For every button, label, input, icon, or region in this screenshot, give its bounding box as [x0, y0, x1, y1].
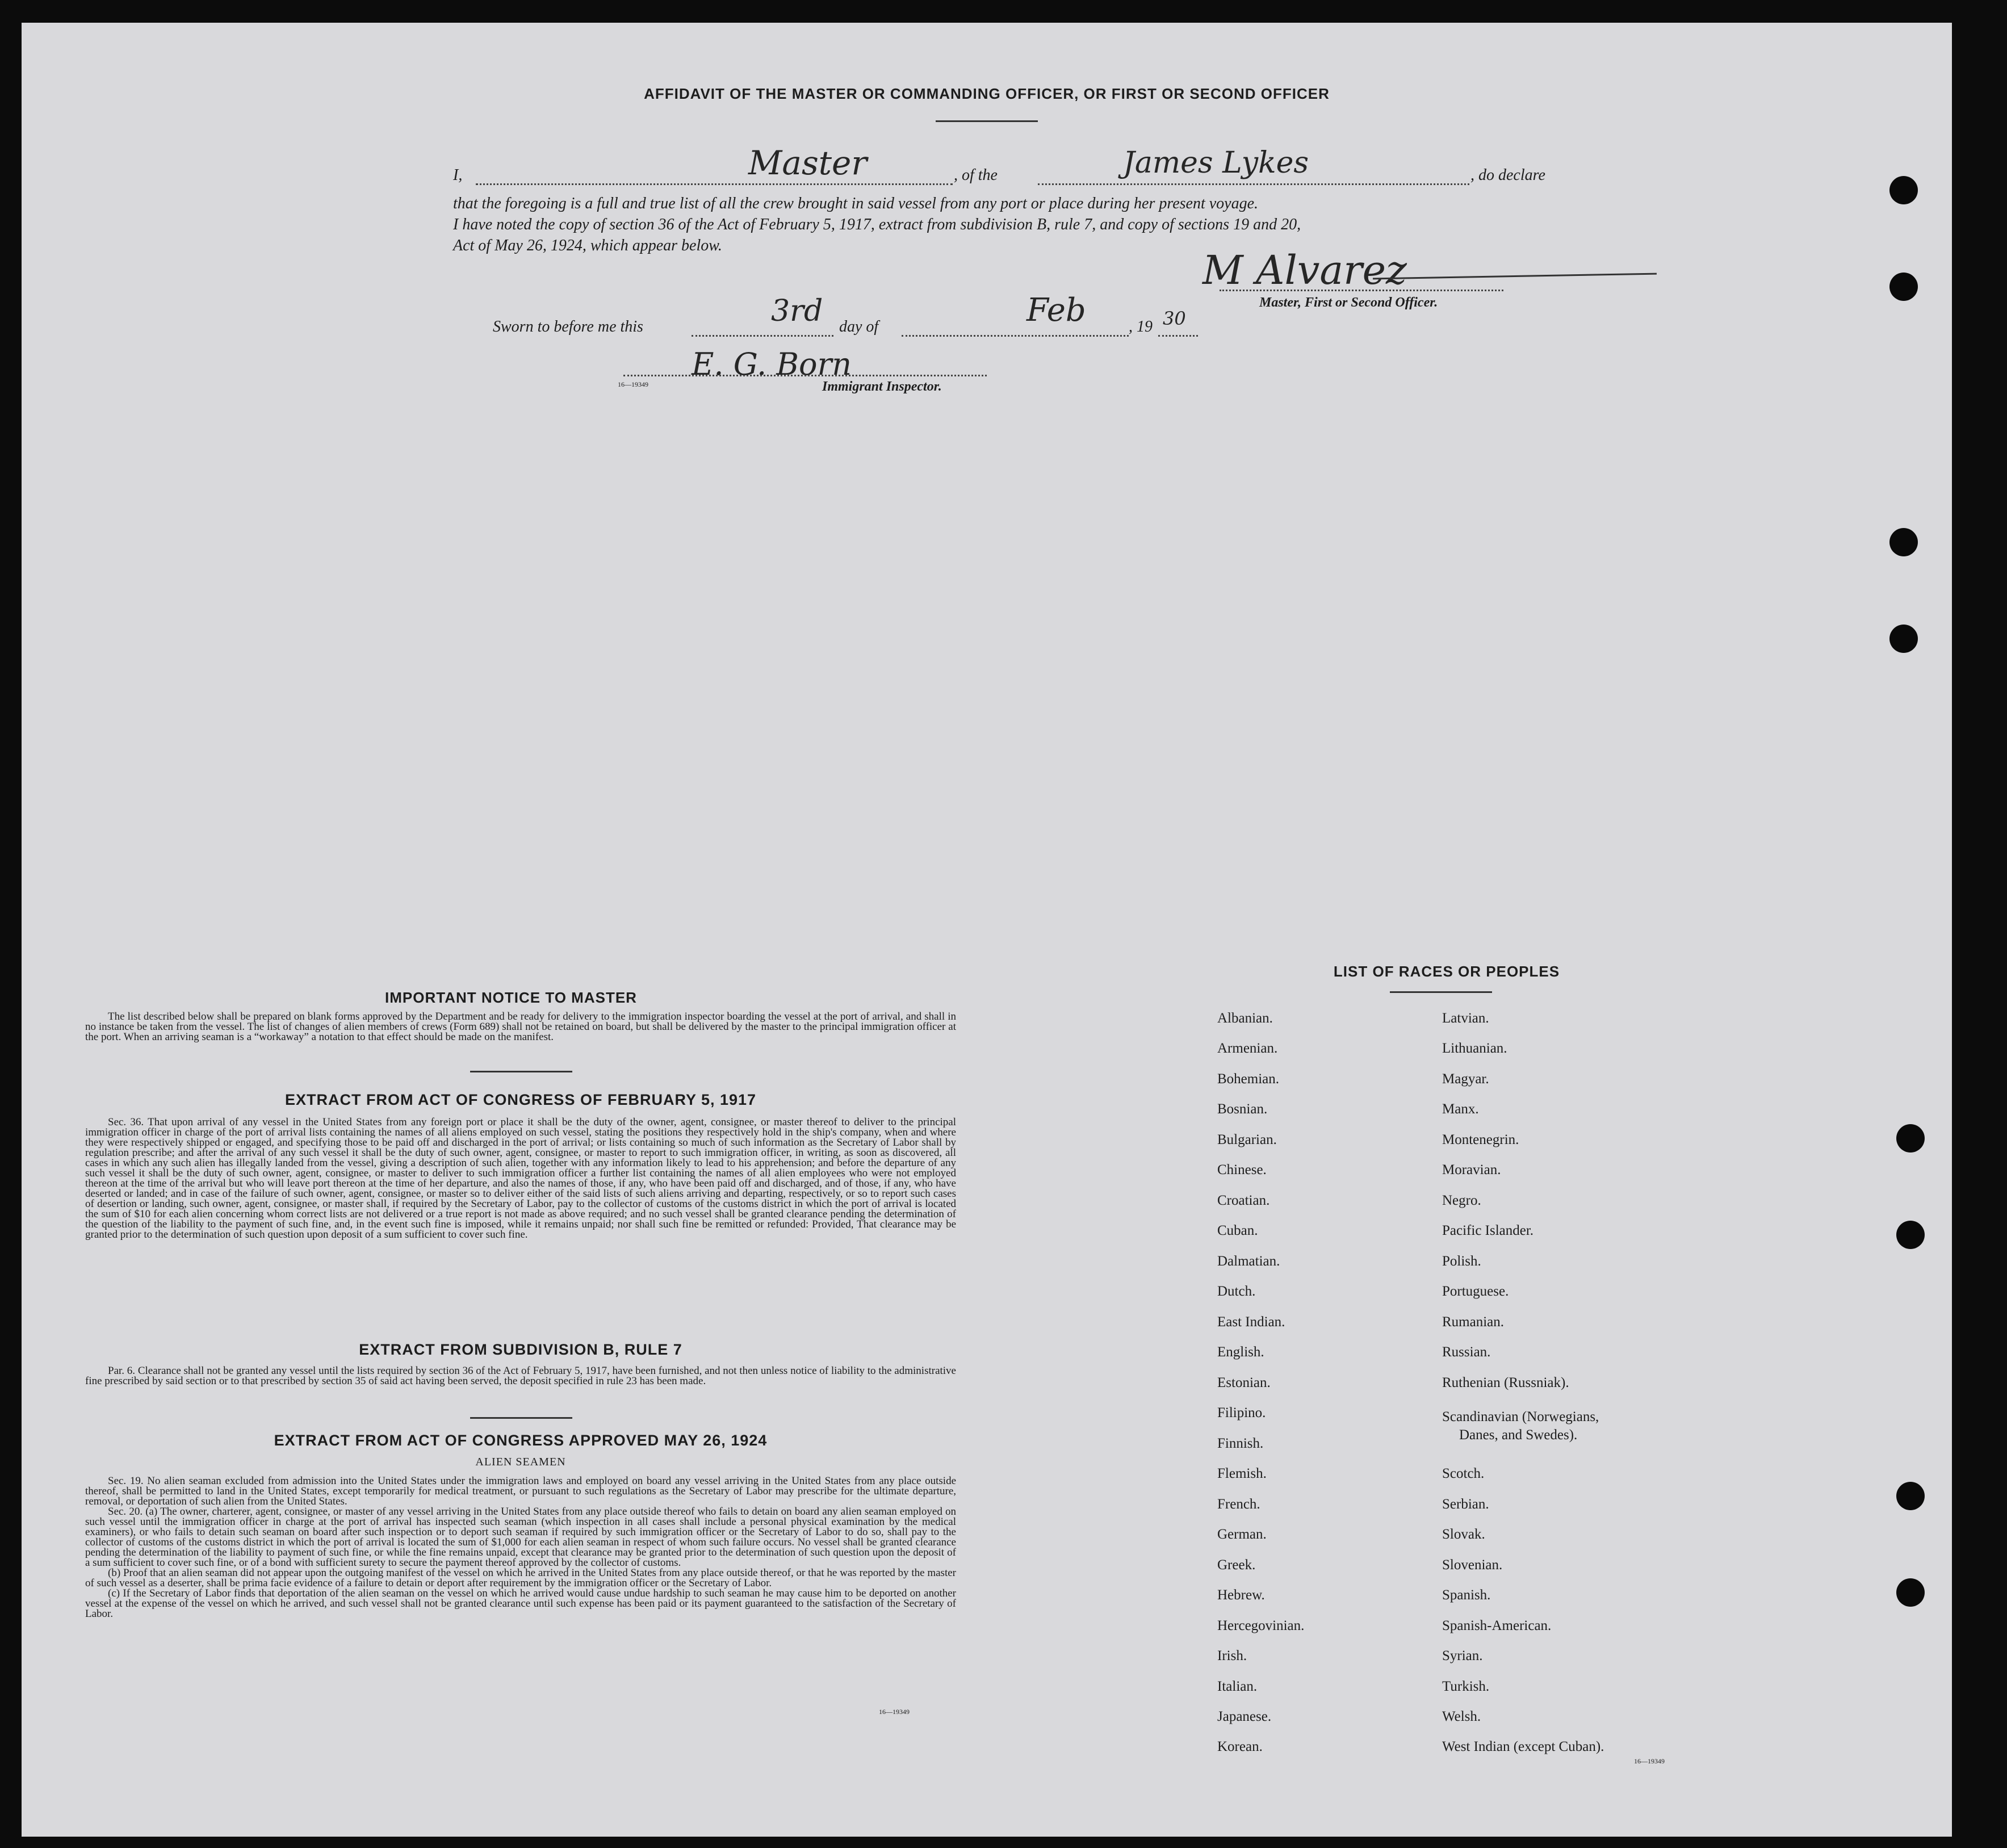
binder-hole — [1889, 273, 1918, 301]
race-item: Welsh. — [1442, 1709, 1481, 1724]
race-item: Greek. — [1217, 1557, 1256, 1573]
sec36-paragraph: Sec. 36. That upon arrival of any vessel in the United States from any foreign port or place it shall be the duty of the owner, agent, consignee, or master thereof to deliver to the principal immigration officer in charge of the port of arrival lists containing the names of all aliens employed on such vessel, stating the positions they respectively hold in the ship's company, when and where they were respectively shipped or engaged, and specifying those to be paid off and discharged in the port of arrival; or lists containing so much of such information as the Secretary of Labor shall by regulation prescribe; and after the arrival of any such vessel it shall be the duty of such owner, agent, consignee, or master to report to such immigration officer, in writing, as soon as discovered, all cases in which any such alien has illegally landed from the vessel, giving a description of such alien, together with any information likely to lead to his apprehension; and before the departure of any such vessel it shall be the duty of such owner, agent, consignee, or master to deliver to such immigration officer a further list containing the names of all alien employees who were not employed thereon at the time of the arrival but who will leave port thereon at the time of her departure, and also the names of those, if any, who have been paid off and discharged, and of those, if any, who have deserted or landed; and in case of the failure of such owner, agent, consignee, or master so to deliver either of the said lists of such aliens arriving and departing, respectively, or so to report such cases of desertion or landing, such owner, agent, consignee, or master shall, if required by the Secretary of Labor, pay to the collector of customs of the customs district in which the port of arrival is located the sum of $10 for each alien concerning whom correct lists are not delivered or a true report is not made as above required; and no such vessel shall be granted clearance pending the determination of the question of the liability to the payment of such fine, and, in the event such fine is imposed, while it remains unpaid; nor shall such fine be remitted or refunded: Provided, That clearance may be granted prior to the determination of such question upon deposit of a sum sufficient to cover such fine. — [85, 1116, 956, 1241]
race-item: Hercegovinian. — [1217, 1618, 1305, 1633]
race-item: Bohemian. — [1217, 1071, 1280, 1087]
race-item: Portuguese. — [1442, 1284, 1509, 1299]
binder-hole — [1889, 625, 1918, 653]
extract-1924-title: EXTRACT FROM ACT OF CONGRESS APPROVED MAY 26, 1924 — [274, 1432, 768, 1449]
race-item: Polish. — [1442, 1254, 1481, 1269]
extract-1924-text — [85, 1476, 956, 1619]
binder-hole — [1889, 176, 1918, 204]
race-item: Russian. — [1442, 1344, 1491, 1360]
notice-text — [85, 1012, 956, 1042]
race-item: Ruthenian (Russniak). — [1442, 1375, 1569, 1390]
inspector-signature: E. G. Born — [692, 346, 852, 382]
i-label: I, — [453, 166, 463, 184]
affidavit-title: AFFIDAVIT OF THE MASTER OR COMMANDING OFFICER, OR FIRST OR SECOND OFFICER — [644, 85, 1330, 102]
officer-signature-line — [1220, 267, 1503, 291]
year-prefix: , 19 — [1129, 318, 1153, 336]
race-item: Slovak. — [1442, 1527, 1485, 1542]
extract-1917-text — [85, 1117, 956, 1240]
race-item: Flemish. — [1217, 1466, 1267, 1481]
affidavit-line2: that the foregoing is a full and true list of all the crew brought in said vessel from any port or place during her present voyage. — [453, 195, 1259, 212]
race-item: Danes, and Swedes). — [1459, 1427, 1578, 1443]
day-of-label: day of — [839, 318, 879, 336]
affidavit-line4: Act of May 26, 1924, which appear below. — [453, 237, 722, 254]
race-item: Chinese. — [1217, 1162, 1267, 1177]
binder-hole — [1896, 1124, 1925, 1153]
race-item: Rumanian. — [1442, 1314, 1505, 1330]
race-item: East Indian. — [1217, 1314, 1285, 1330]
race-item: Bosnian. — [1217, 1101, 1268, 1117]
binder-hole — [1896, 1482, 1925, 1510]
binder-hole — [1896, 1578, 1925, 1607]
race-item: Montenegrin. — [1442, 1132, 1519, 1147]
race-item: Scotch. — [1442, 1466, 1485, 1481]
race-item: English. — [1217, 1344, 1264, 1360]
race-item: Moravian. — [1442, 1162, 1501, 1177]
race-item: Latvian. — [1442, 1011, 1489, 1026]
race-item: Dalmatian. — [1217, 1254, 1280, 1269]
races-column-2 — [1442, 999, 1726, 1771]
race-item: Spanish-American. — [1442, 1618, 1552, 1633]
form-number-bottom-right: 16—19349 — [1634, 1757, 1665, 1765]
race-item: Serbian. — [1442, 1497, 1489, 1512]
race-item: Turkish. — [1442, 1679, 1490, 1694]
race-item: Slovenian. — [1442, 1557, 1503, 1573]
race-item: French. — [1217, 1497, 1260, 1512]
form-number-top: 16—19349 — [618, 380, 648, 388]
races-divider — [1390, 991, 1492, 993]
year-handwriting: 30 — [1163, 308, 1186, 329]
extract-1917-title: EXTRACT FROM ACT OF CONGRESS OF FEBRUARY 5, 1917 — [284, 1091, 757, 1108]
race-item: Magyar. — [1442, 1071, 1489, 1087]
race-item: Cuban. — [1217, 1223, 1258, 1238]
rule7-divider — [470, 1417, 572, 1419]
do-declare-label: , do declare — [1470, 166, 1545, 184]
day-handwriting: 3rd — [771, 294, 823, 328]
race-item: Syrian. — [1442, 1648, 1483, 1663]
sec20c-paragraph: (c) If the Secretary of Labor finds that deportation of the alien seaman on the vessel on which he arrived would cause undue hardship to such seaman he may cause him to be deported on another vessel at the expense of the vessel on which he arrived, and such vessel shall not be granted clearance until such expense has been paid or its payment guaranteed to the satisfaction of the Secretary of Labor. — [85, 1587, 956, 1620]
affidavit-line3: I have noted the copy of section 36 of the Act of February 5, 1917, extract from subdivision B, rule 7, and copy of sections 19 and 20, — [453, 216, 1301, 233]
sworn-line — [493, 292, 1344, 336]
race-item: Spanish. — [1442, 1587, 1491, 1603]
notice-divider — [470, 1071, 572, 1072]
race-item: German. — [1217, 1527, 1267, 1542]
binder-hole — [1889, 528, 1918, 556]
sec20a-paragraph: Sec. 20. (a) The owner, charterer, agent, consignee, or master of any vessel arriving in the United States from any place outside thereof who fails to detain on board any alien seaman employed on such vessel until the immigration officer in charge at the port of arrival has inspected such seaman (which inspection in all cases shall include a personal physical examination by the medical examiners), or who fails to detain such seaman on board after such inspection or to deport such seaman if required by such immigration officer or the Secretary of Labor to do so, shall pay to the collector of customs of the customs district in which the port of arrival is located the sum of $1,000 for each alien seaman in respect of whom such failure occurs. No vessel shall be granted clearance pending the determination of the liability to payment of such fine, or while the fine remains unpaid, except that clearance may be granted prior to the determination of such question upon the deposit of a sum sufficient to cover such fine, or of a bond with sufficient surety to secure the payment thereof approved by the collector of customs. — [85, 1506, 956, 1569]
officer-signature: M Alvarez — [1202, 247, 1407, 294]
binder-hole — [1896, 1221, 1925, 1249]
month-field — [902, 316, 1129, 337]
race-item: West Indian (except Cuban). — [1442, 1739, 1604, 1754]
race-item: Hebrew. — [1217, 1587, 1265, 1603]
officer-caption: Master, First or Second Officer. — [1259, 295, 1438, 310]
form-sheet — [22, 23, 1952, 1837]
rank-field — [476, 162, 953, 185]
title-divider — [936, 120, 1038, 122]
extract-rule7-text — [85, 1366, 956, 1386]
race-item: Pacific Islander. — [1442, 1223, 1534, 1238]
race-item: Finnish. — [1217, 1436, 1264, 1451]
race-item: Irish. — [1217, 1648, 1247, 1663]
race-item: Albanian. — [1217, 1011, 1273, 1026]
race-item: Dutch. — [1217, 1284, 1256, 1299]
notice-title: IMPORTANT NOTICE TO MASTER — [385, 989, 637, 1006]
month-handwriting: Feb — [1026, 292, 1086, 329]
sworn-label: Sworn to before me this — [493, 318, 643, 336]
race-item: Croatian. — [1217, 1193, 1270, 1208]
vessel-handwriting: James Lykes — [1123, 146, 1309, 180]
inspector-signature-line — [623, 358, 987, 376]
race-item: Lithuanian. — [1442, 1041, 1507, 1056]
races-title: LIST OF RACES OR PEOPLES — [1333, 963, 1560, 980]
race-item: Manx. — [1442, 1101, 1479, 1117]
sec20b-paragraph: (b) Proof that an alien seaman did not appear upon the outgoing manifest of the vessel on which he arrived in the United States from any place outside thereof, or that he was reported by the master of such vessel as a deserter, shall be prima facie evidence of a failure to detain or deport after requirement by the immigration officer or the Secretary of Labor. — [85, 1567, 956, 1589]
race-item: Bulgarian. — [1217, 1132, 1277, 1147]
race-item: Japanese. — [1217, 1709, 1272, 1724]
race-item: Korean. — [1217, 1739, 1263, 1754]
form-number-bottom-left: 16—19349 — [879, 1708, 910, 1716]
extract-rule7-title: EXTRACT FROM SUBDIVISION B, RULE 7 — [359, 1341, 682, 1358]
race-item: Negro. — [1442, 1193, 1481, 1208]
race-item: Filipino. — [1217, 1405, 1266, 1420]
of-the-label: , of the — [954, 166, 998, 184]
alien-seamen-subtitle: ALIEN SEAMEN — [475, 1456, 566, 1468]
race-item: Estonian. — [1217, 1375, 1271, 1390]
notice-paragraph: The list described below shall be prepared on blank forms approved by the Department and be ready for delivery to the immigration inspector boarding the vessel at the port of arrival, and shall in no instance be taken from the vessel. The list of changes of alien members of crews (Form 689) shall not be retained on board, but shall be delivered by the master to the principal immigration officer at the port. When an arriving seaman is a “workaway” a notation to that effect should be made on the manifest. — [85, 1011, 956, 1043]
affidavit-line1 — [453, 144, 1560, 184]
inspector-caption: Immigrant Inspector. — [822, 379, 942, 394]
race-item: Scandinavian (Norwegians, — [1442, 1409, 1599, 1424]
rank-handwriting: Master — [748, 144, 868, 182]
races-column-1 — [1217, 999, 1444, 1771]
race-item: Italian. — [1217, 1679, 1258, 1694]
sec19-paragraph: Sec. 19. No alien seaman excluded from admission into the United States under the immigration laws and employed on board any vessel arriving in the United States from any place outside thereof, shall be permitted to land in the United States, except temporarily for medical treatment, or pursuant to such regulations as the Secretary of Labor may prescribe for the ultimate departure, removal, or deportation of such alien from the United States. — [85, 1475, 956, 1507]
par6-paragraph: Par. 6. Clearance shall not be granted any vessel until the lists required by section 36 of the Act of February 5, 1917, have been furnished, and not then unless notice of liability to the administrative fine prescribed by said section or to that prescribed by section 35 of said act having been served, the deposit specified in rule 23 has been made. — [85, 1365, 956, 1387]
race-item: Armenian. — [1217, 1041, 1278, 1056]
